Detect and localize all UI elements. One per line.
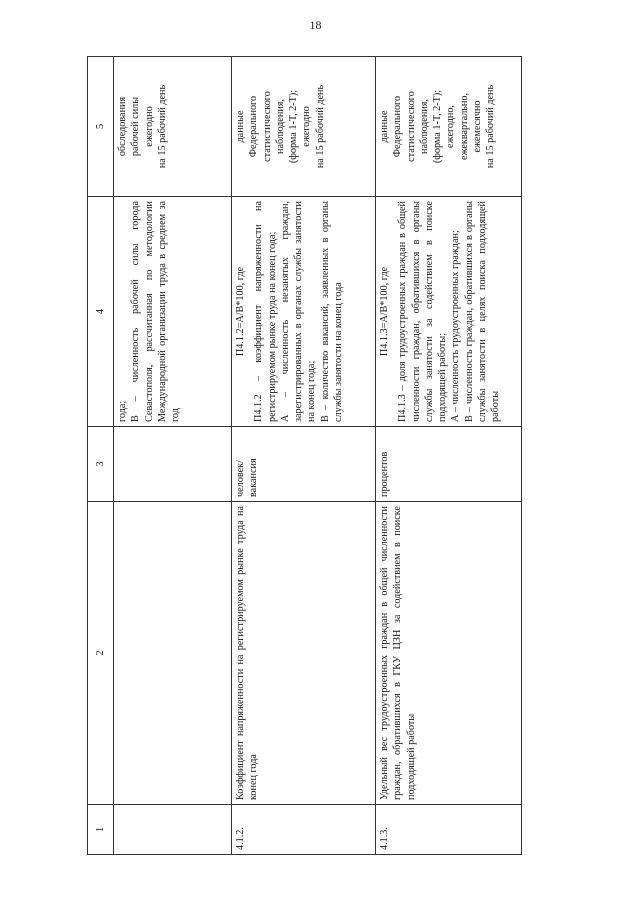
source-line: Федерального	[392, 95, 404, 158]
table-header-row	[88, 57, 114, 855]
formula-description-line: П4.1.2 – коэффициент напряженности на регистрируемом рынке труда на конец года;	[253, 201, 278, 422]
source-line: ежемесячно	[471, 100, 483, 153]
source-line: данные	[235, 110, 246, 143]
source-line: на 15 рабочий день	[314, 84, 326, 169]
column-number-1: 1	[88, 805, 114, 855]
source-line: ежегодно,	[445, 105, 457, 148]
cont-unit-cell	[114, 427, 232, 502]
source-line: статистического	[405, 91, 417, 162]
source-line: статистического	[261, 91, 273, 162]
data-source	[376, 57, 522, 197]
column-number-4: 4	[88, 197, 114, 427]
source-line: (форма 1-Т, 2-Т);	[288, 89, 299, 164]
column-number-5: 5	[88, 57, 114, 197]
unit-of-measure: процентов	[376, 427, 522, 502]
source-line: (форма 1-Т, 2-Т);	[432, 89, 443, 164]
indicator-name: Коэффициент напряженности на регистрируемом рынке труда на конец года	[232, 502, 376, 805]
cont-source-line: ежегодно	[143, 106, 155, 147]
calculation-method	[376, 197, 522, 427]
indicator-name: Удельный вес трудоустроенных граждан в общей численности граждан, обратившихся в ГКУ ЦЗН за содействием в поиске подходящей работы	[376, 502, 522, 805]
source-line: данные	[379, 110, 390, 143]
cont-source-cell	[114, 57, 232, 197]
formula-description-line: П4.1.3 – доля трудоустроенных граждан в общей численности граждан, обратившихся в органы службы занятости за содействием в поиске подходящей работы;	[397, 201, 448, 422]
calculation-method	[232, 197, 376, 427]
source-line: ежеквартально,	[458, 92, 470, 161]
rotated-table-container	[87, 57, 521, 855]
cont-source-line: обследования	[117, 96, 128, 157]
source-line: наблюдения,	[418, 99, 430, 154]
formula-description-line: А – численность незанятых граждан, зарегистрированных в органах службы занятости на конец года;	[279, 201, 318, 422]
indicators-table	[87, 56, 522, 855]
cont-description-cell	[114, 197, 232, 427]
cont-source-line: на 15 рабочий день	[156, 84, 168, 169]
source-line: наблюдения,	[274, 99, 286, 154]
formula: П4.1.2=А/В*100, где	[235, 266, 246, 357]
source-line: Федерального	[248, 95, 260, 158]
page-number: 18	[309, 18, 322, 32]
cont-num-cell	[114, 805, 232, 855]
row-number: 4.1.3.	[376, 805, 522, 855]
table-row-continuation	[114, 57, 232, 855]
table-row-4-1-2	[232, 57, 376, 855]
cont-description-line: года;	[117, 400, 128, 422]
table-row-4-1-3	[376, 57, 522, 855]
cont-name-cell	[114, 502, 232, 805]
cont-source-line: рабочей силы	[130, 96, 142, 157]
column-number-2: 2	[88, 502, 114, 805]
data-source	[232, 57, 376, 197]
row-number: 4.1.2.	[232, 805, 376, 855]
column-number-3: 3	[88, 427, 114, 502]
unit-of-measure: человек/ вакансия	[232, 427, 376, 502]
formula-description-line: В – количество вакансий, заявленных в органы службы занятости на конец года	[319, 201, 344, 422]
source-line: ежегодно	[301, 106, 313, 147]
formula: П4.1.3=А/В*100, где	[379, 266, 390, 357]
cont-description-line: В – численность рабочей силы города Севастополя, рассчитанная по методологии Международной организации труда в среднем за год	[130, 201, 181, 422]
formula-description-line: В – численность граждан, обратившихся в органы службы занятости в целях поиска подходящей работы	[463, 201, 501, 422]
source-line: на 15 рабочий день	[485, 84, 496, 169]
formula-description-line: А – численность трудоустроенных граждан;	[450, 230, 462, 422]
